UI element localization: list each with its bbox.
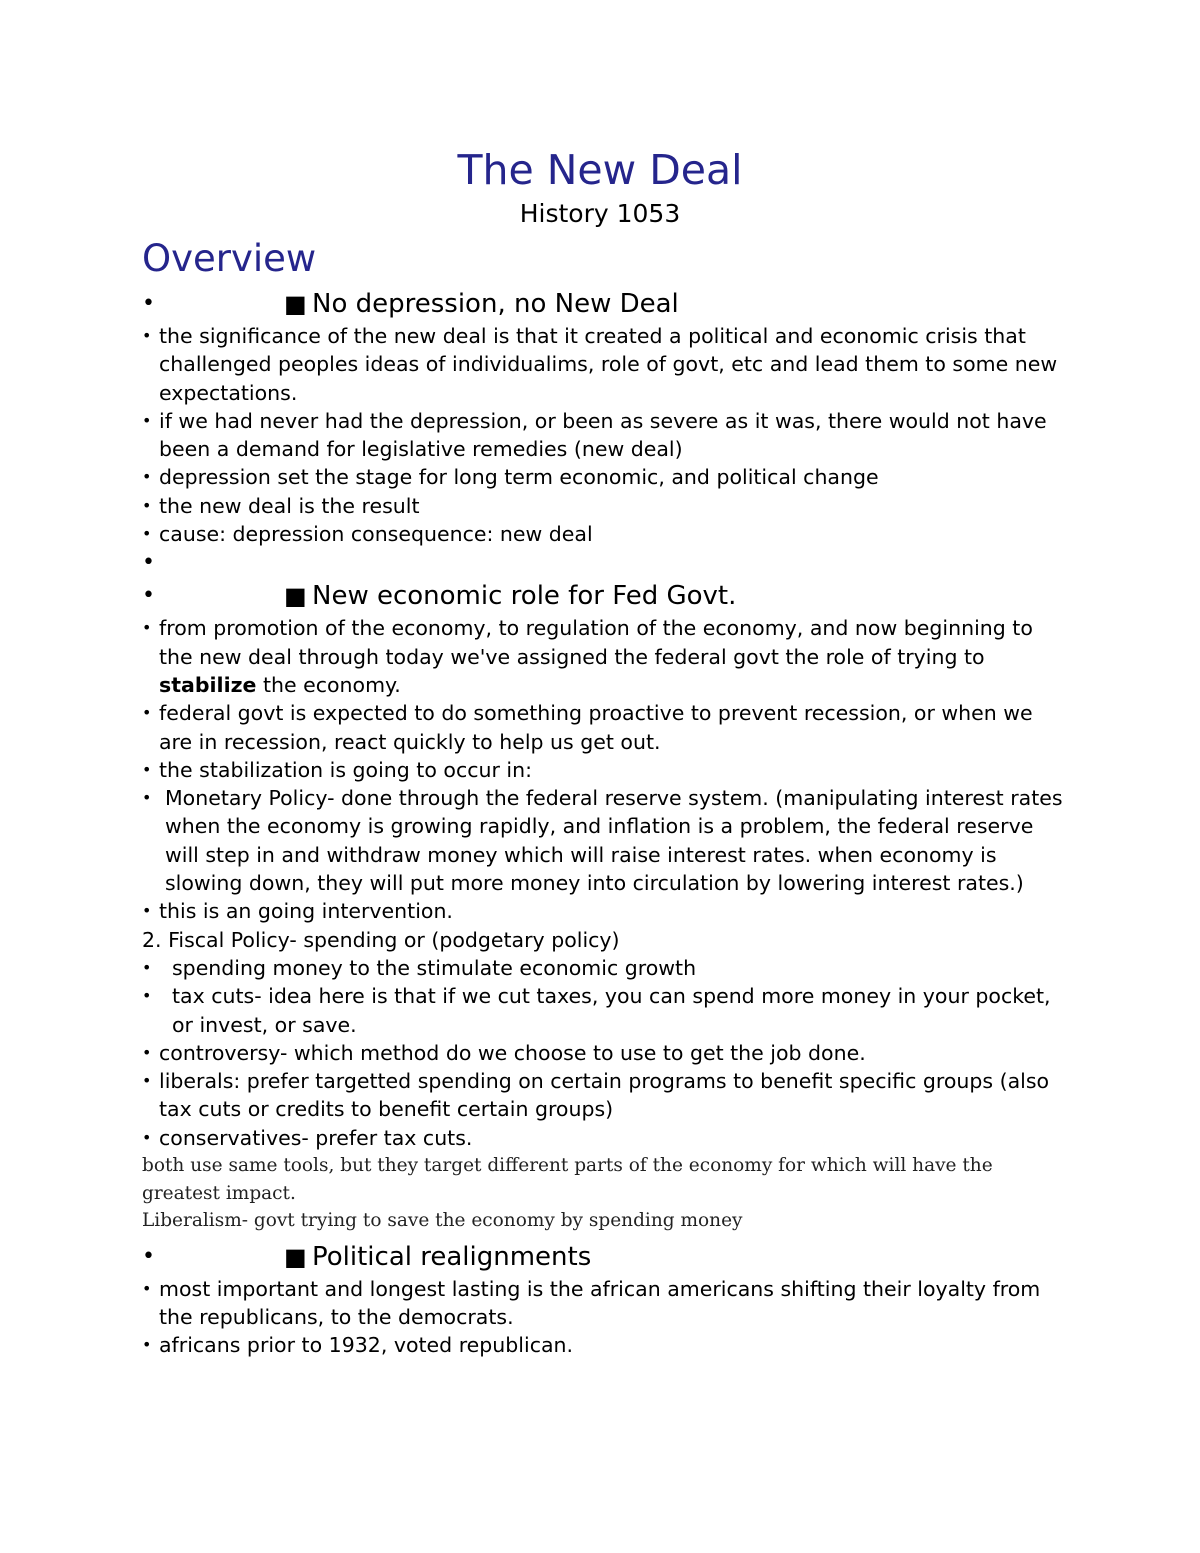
- list-item-text: cause: depression consequence: new deal: [159, 522, 593, 547]
- bullet-icon: •: [142, 759, 152, 779]
- document-body: [142, 286, 1072, 1359]
- list-item: [142, 784, 1072, 897]
- bullet-icon: •: [142, 583, 155, 609]
- topic-heading-text: No depression, no New Deal: [312, 289, 679, 319]
- section-heading: Overview: [142, 237, 317, 280]
- list-item: [142, 1331, 1072, 1359]
- bullet-icon: •: [142, 495, 152, 515]
- topic-heading: [142, 578, 1072, 614]
- list-item: [142, 1067, 1072, 1124]
- list-item-text: depression set the stage for long term economic, and political change: [159, 465, 879, 490]
- bullet-icon: •: [142, 957, 152, 977]
- square-bullet-icon: ■: [284, 582, 307, 611]
- list-item-text: federal govt is expected to do something proactive to prevent recession, or when we are in recession, react quickly to help us get out.: [159, 701, 1033, 754]
- list-item: [142, 407, 1072, 464]
- list-item: [142, 322, 1072, 407]
- bullet-icon: •: [142, 524, 152, 544]
- list-item: [142, 699, 1072, 756]
- list-item-text: the new deal is the result: [159, 493, 420, 518]
- list-item: [142, 1039, 1072, 1067]
- bullet-icon: •: [142, 550, 155, 576]
- list-item: [142, 1124, 1072, 1152]
- bullet-icon: •: [142, 1071, 152, 1091]
- list-item-text: the economy.: [256, 672, 401, 697]
- list-item-text: Monetary Policy- done through the federal reserve system. (manipulating interest rates when the economy is growing rapidly, and inflation is a problem, the federal reserve will step in and withdraw money which will raise interest rates. when economy is slowing down, they will put more money into circulation by lowering interest rates.): [165, 786, 1063, 896]
- list-item: [142, 954, 1072, 982]
- list-item: [142, 982, 1072, 1039]
- document-subtitle: History 1053: [519, 199, 681, 228]
- bullet-icon: •: [142, 1243, 155, 1269]
- paragraph: Liberalism- govt trying to save the economy by spending money: [142, 1210, 743, 1232]
- topic-heading-text: New economic role for Fed Govt.: [312, 581, 737, 612]
- list-item-text: liberals: prefer targetted spending on certain programs to benefit specific groups (also tax cuts or credits to benefit certain groups): [159, 1069, 1050, 1122]
- topic-heading: [142, 1239, 1072, 1275]
- bullet-icon: •: [142, 1278, 152, 1298]
- list-item: [142, 463, 1072, 491]
- bullet-icon: •: [142, 467, 152, 487]
- list-item-text: the stabilization is going to occur in:: [159, 757, 533, 782]
- list-item-text: from promotion of the economy, to regulation of the economy, and now beginning to the new deal through today we've assigned the federal govt the role of trying to: [159, 616, 1033, 669]
- list-item-text: controversy- which method do we choose to use to get the job done.: [159, 1040, 866, 1065]
- bullet-icon: •: [142, 703, 152, 723]
- list-item-text: most important and longest lasting is the african americans shifting their loyalty from the republicans, to the democrats.: [159, 1276, 1041, 1329]
- bullet-icon: •: [142, 1127, 152, 1147]
- list-item: [142, 1275, 1072, 1332]
- bullet-icon: •: [142, 986, 152, 1006]
- empty-list-item: [142, 548, 1072, 578]
- list-item-text: tax cuts- idea here is that if we cut taxes, you can spend more money in your pocket, or invest, or save.: [172, 984, 1051, 1037]
- square-bullet-icon: ■: [284, 290, 307, 318]
- list-item: [142, 614, 1072, 699]
- paragraph: both use same tools, but they target different parts of the economy for which will have the greatest impact.: [142, 1155, 993, 1204]
- topic-heading-text: Political realignments: [312, 1241, 592, 1272]
- bullet-icon: •: [142, 901, 152, 921]
- list-item: [142, 897, 1072, 925]
- topic-heading: [142, 286, 1072, 322]
- list-item: [142, 756, 1072, 784]
- paragraph: 2. Fiscal Policy- spending or (podgetary policy): [142, 927, 620, 952]
- square-bullet-icon: ■: [284, 1242, 307, 1271]
- list-item-text: the significance of the new deal is that it created a political and economic crisis that challenged peoples ideas of individualims, role of govt, etc and lead them to some new expectations.: [159, 324, 1058, 405]
- list-item-text: spending money to the stimulate economic growth: [172, 955, 697, 980]
- bullet-icon: •: [142, 618, 152, 638]
- bullet-icon: •: [142, 326, 152, 345]
- bullet-icon: •: [142, 291, 155, 316]
- list-item-text: if we had never had the depression, or been as severe as it was, there would not have been a demand for legislative remedies (new deal): [159, 408, 1047, 462]
- emphasis-text: stabilize: [159, 672, 257, 697]
- bullet-icon: •: [142, 1335, 152, 1355]
- list-item: [142, 492, 1072, 520]
- list-item: [142, 520, 1072, 548]
- bullet-icon: •: [142, 1042, 152, 1062]
- list-item-text: conservatives- prefer tax cuts.: [159, 1125, 473, 1150]
- list-item-text: this is an going intervention.: [159, 899, 453, 924]
- list-item-text: africans prior to 1932, voted republican.: [159, 1333, 574, 1358]
- bullet-icon: •: [142, 788, 152, 808]
- document-title: The New Deal: [457, 146, 743, 194]
- bullet-icon: •: [142, 410, 152, 430]
